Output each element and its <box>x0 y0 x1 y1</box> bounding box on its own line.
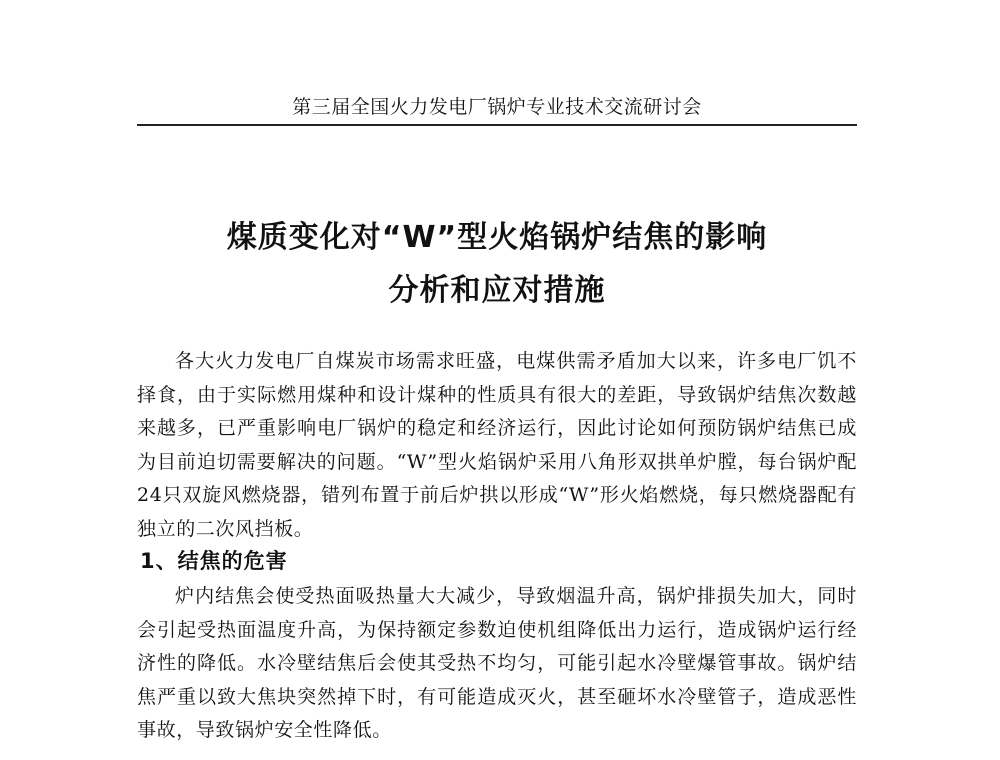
intro-paragraph: 各大火力发电厂自煤炭市场需求旺盛，电煤供需矛盾加大以来，许多电厂饥不择食，由于实际燃用煤种和设计煤种的性质具有很大的差距，导致锅炉结焦次数越来越多，已严重影响电厂锅炉的稳定和经济运行，因此讨论如何预防锅炉结焦已成为目前迫切需要解决的问题。“W”型火焰锅炉采用八角形双拱单炉膛，每台锅炉配24只双旋风燃烧器，错列布置于前后炉拱以形成“W”形火焰燃烧，每只燃烧器配有独立的二次风挡板。 <box>137 350 857 540</box>
running-header: 第三届全国火力发电厂锅炉专业技术交流研讨会 <box>292 96 702 118</box>
section-1-paragraph: 炉内结焦会使受热面吸热量大大减少，导致烟温升高，锅炉排损失加大，同时会引起受热面温度升高，为保持额定参数迫使机组降低出力运行，造成锅炉运行经济性的降低。水冷壁结焦后会使其受热不均匀，可能引起水冷壁爆管事故。锅炉结焦严重以致大焦块突然掉下时，有可能造成灭火，甚至砸坏水冷壁管子，造成恶性事故，导致锅炉安全性降低。 <box>137 585 857 742</box>
header-rule <box>137 124 857 126</box>
section-1-heading: 1、结焦的危害 <box>140 549 288 573</box>
paper-title-line-1: 煤质变化对“W”型火焰锅炉结焦的影响 <box>226 220 768 255</box>
paper-title-line-2: 分析和应对措施 <box>388 273 606 308</box>
